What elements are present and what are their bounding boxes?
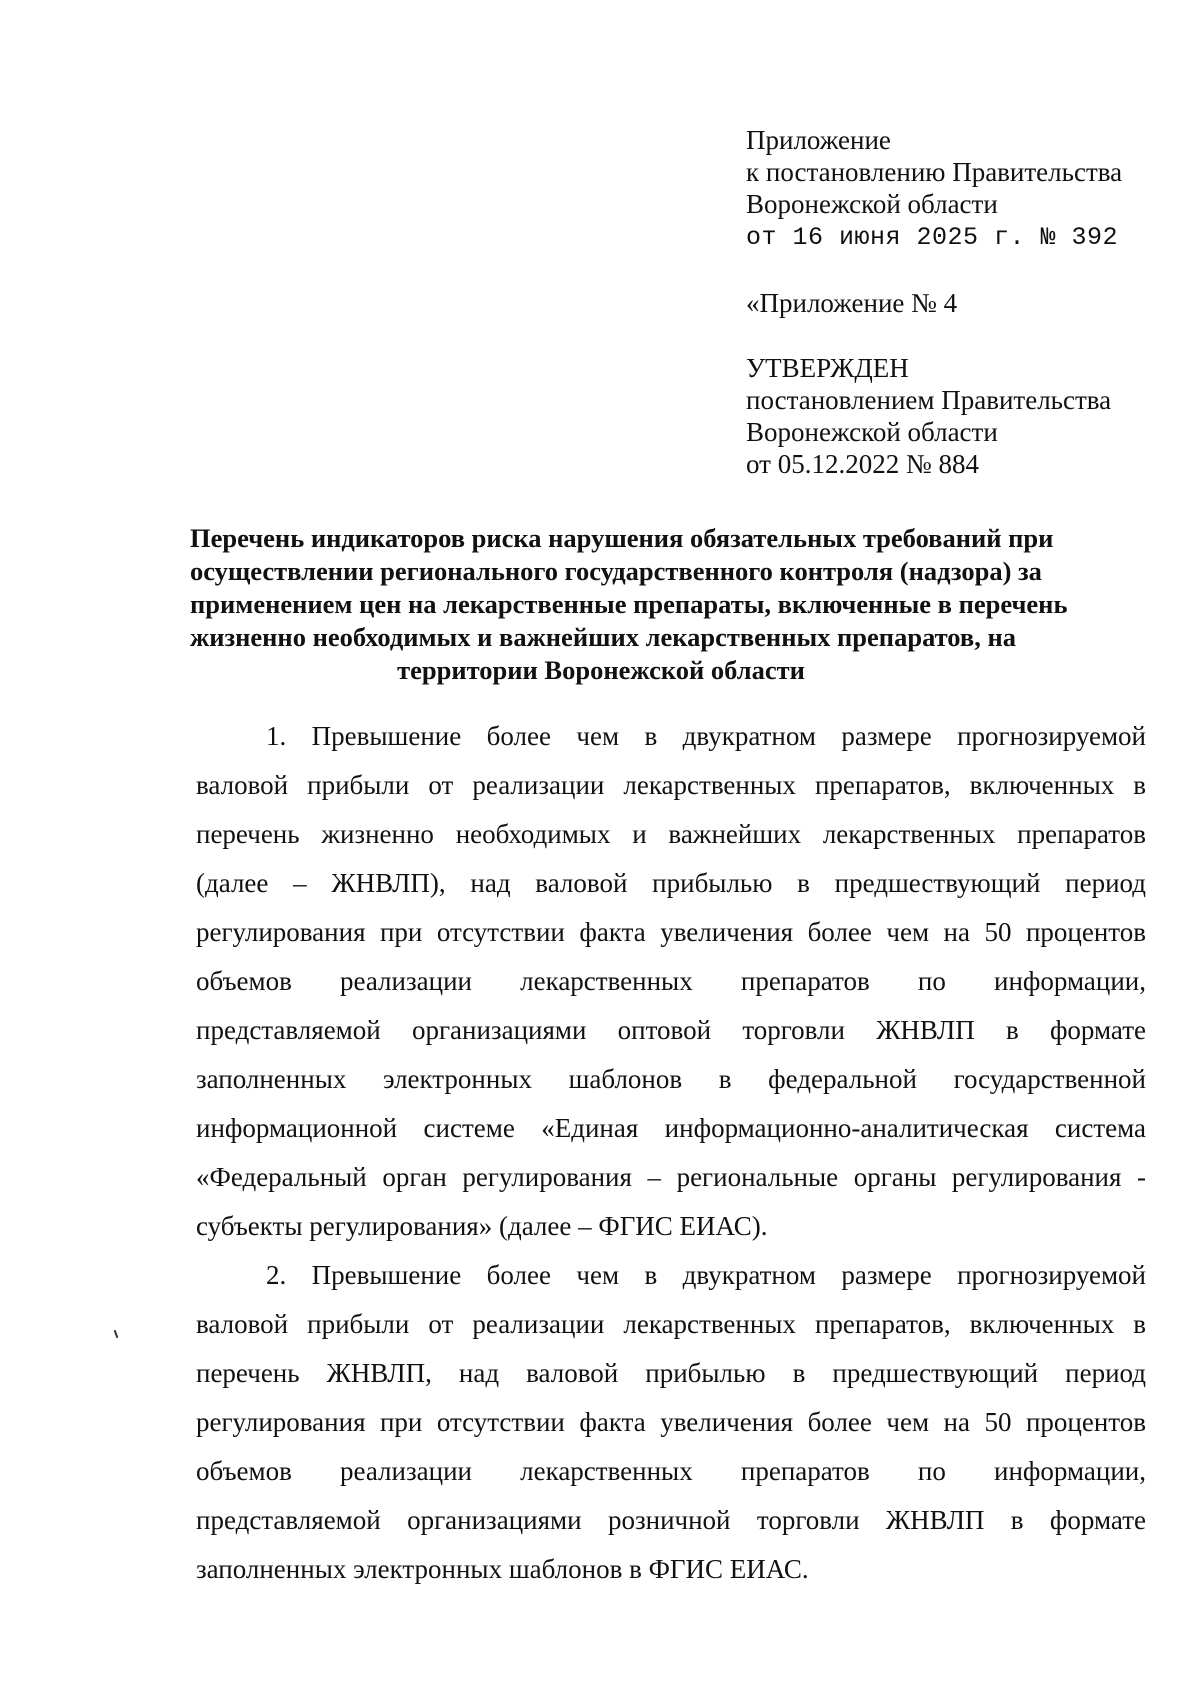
paragraph-line: перечень жизненно необходимых и важнейших лекарственных препаратов <box>196 819 1146 849</box>
paragraph-line: заполненных электронных шаблонов в федеральной государственной <box>196 1064 1146 1094</box>
paragraph-line: валовой прибыли от реализации лекарственных препаратов, включенных в <box>196 770 1146 800</box>
title-line: применением цен на лекарственные препараты, включенные в перечень <box>190 589 1068 619</box>
paragraph-line: 1. Превышение более чем в двукратном размере прогнозируемой <box>266 721 1146 751</box>
header-line: Приложение <box>746 125 891 155</box>
scan-speck <box>114 1330 119 1338</box>
header-line: к постановлению Правительства <box>746 157 1123 187</box>
paragraph-line: представляемой организациями розничной торговли ЖНВЛП в формате <box>196 1505 1146 1535</box>
paragraph-line: регулирования при отсутствии факта увеличения более чем на 50 процентов <box>196 917 1146 947</box>
paragraph-line: регулирования при отсутствии факта увеличения более чем на 50 процентов <box>196 1407 1146 1437</box>
document-title <box>190 522 1068 687</box>
paragraph-line: перечень ЖНВЛП, над валовой прибылью в предшествующий период <box>196 1358 1146 1388</box>
paragraph-line: представляемой организациями оптовой торговли ЖНВЛП в формате <box>196 1015 1146 1045</box>
approved-line: постановлением Правительства <box>746 385 1112 415</box>
appendix-header <box>746 124 1166 254</box>
paragraph-2 <box>196 1251 1146 1594</box>
paragraph-line: «Федеральный орган регулирования – региональные органы регулирования - <box>196 1162 1146 1192</box>
title-line: осуществлении регионального государственного контроля (надзора) за <box>190 556 1042 586</box>
approved-line: от 05.12.2022 № 884 <box>746 449 979 479</box>
paragraph-line: субъекты регулирования» (далее – ФГИС ЕИАС). <box>196 1211 768 1241</box>
appendix-number-label: «Приложение № 4 <box>746 288 958 318</box>
paragraph-line: объемов реализации лекарственных препаратов по информации, <box>196 1456 1146 1486</box>
title-line: Перечень индикаторов риска нарушения обязательных требований при <box>190 523 1054 553</box>
document-body <box>196 712 1146 1594</box>
approved-block <box>746 352 1166 480</box>
header-line: Воронежской области <box>746 189 998 219</box>
title-line: жизненно необходимых и важнейших лекарственных препаратов, на <box>190 622 1016 652</box>
paragraph-1 <box>196 712 1146 1251</box>
header-date-line: от 16 июня 2025 г. № 392 <box>746 223 1119 252</box>
approved-line: УТВЕРЖДЕН <box>746 353 909 383</box>
paragraph-line: (далее – ЖНВЛП), над валовой прибылью в предшествующий период <box>196 868 1146 898</box>
paragraph-line: объемов реализации лекарственных препаратов по информации, <box>196 966 1146 996</box>
approved-line: Воронежской области <box>746 417 998 447</box>
paragraph-line: заполненных электронных шаблонов в ФГИС ЕИАС. <box>196 1554 809 1584</box>
paragraph-line: 2. Превышение более чем в двукратном размере прогнозируемой <box>266 1260 1146 1290</box>
paragraph-line: валовой прибыли от реализации лекарственных препаратов, включенных в <box>196 1309 1146 1339</box>
paragraph-line: информационной системе «Единая информационно-аналитическая система <box>196 1113 1146 1143</box>
title-line: территории Воронежской области <box>397 655 805 685</box>
